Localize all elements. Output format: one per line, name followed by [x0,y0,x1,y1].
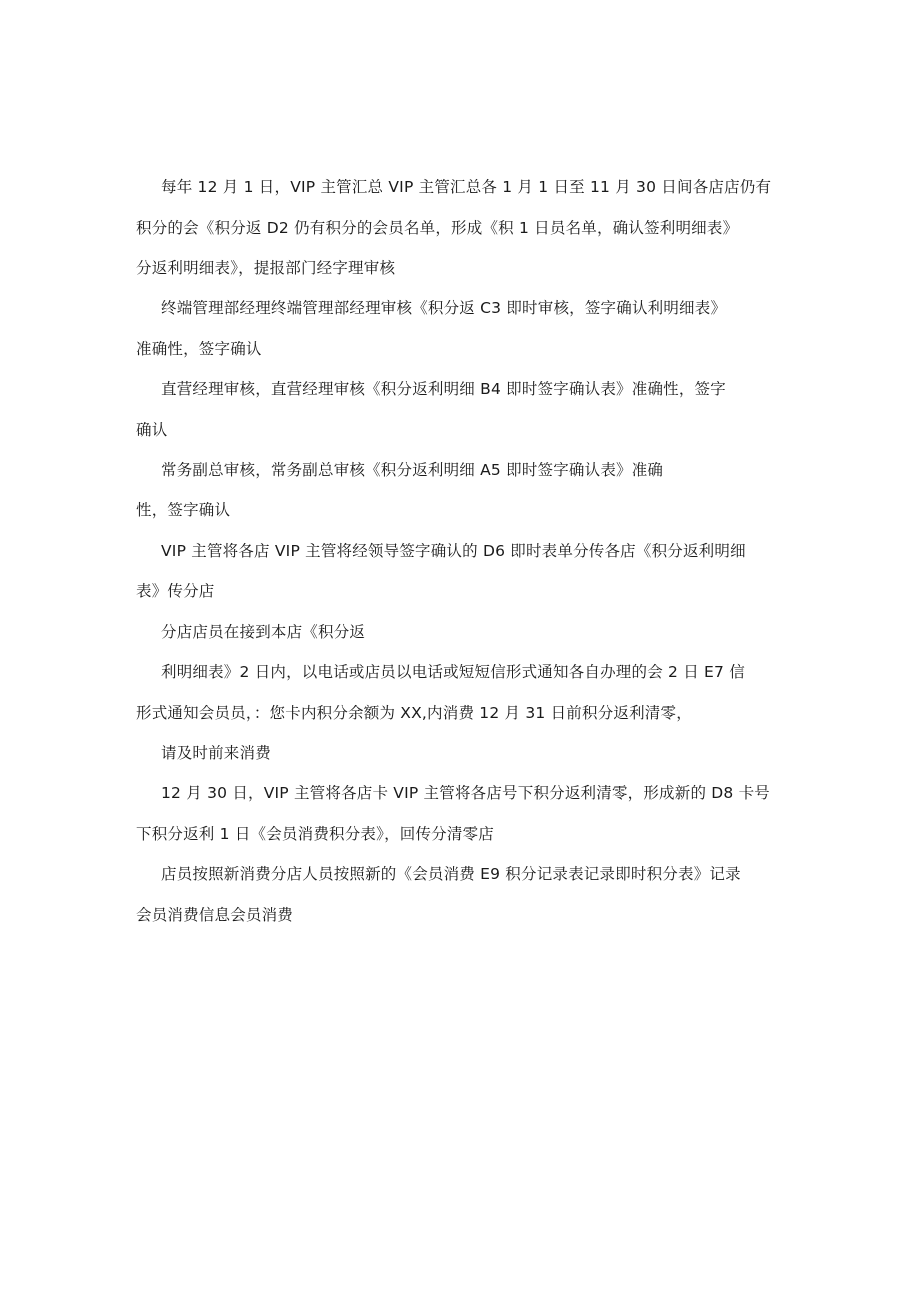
text-line-4: 终端管理部经理终端管理部经理审核《积分返 C3 即时审核，签字确认利明细表》 [161,299,727,317]
text-line-2: 积分的会《积分返 D2 仍有积分的会员名单，形成《积 1 日员名单，确认签利明细表》 [136,219,739,237]
text-line-6: 直营经理审核，直营经理审核《积分返利明细 B4 即时签字确认表》准确性，签字 [161,380,726,398]
text-line-15: 请及时前来消费 [161,744,271,762]
text-line-13: 利明细表》2 日内，以电话或店员以电话或短短信形式通知各自办理的会 2 日 E7 信 [161,663,745,681]
text-line-19: 会员消费信息会员消费 [136,906,294,924]
text-line-17: 下积分返利 1 日《会员消费积分表》，回传分清零店 [136,825,494,843]
text-line-12: 分店店员在接到本店《积分返 [161,623,366,641]
text-line-9: 性，签字确认 [136,501,231,519]
text-line-11: 表》传分店 [136,582,215,600]
text-line-14: 形式通知会员员，：您卡内积分余额为 XX,内消费 12 月 31 日前积分返利清零， [136,704,692,722]
text-line-8: 常务副总审核，常务副总审核《积分返利明细 A5 即时签字确认表》准确 [161,461,664,479]
text-line-18: 店员按照新消费分店人员按照新的《会员消费 E9 积分记录表记录即时积分表》记录 [161,865,741,883]
text-line-5: 准确性，签字确认 [136,340,262,358]
text-line-10: VIP 主管将各店 VIP 主管将经领导签字确认的 D6 即时表单分传各店《积分返利明细 [161,542,746,560]
text-line-1: 每年 12 月 1 日，VIP 主管汇总 VIP 主管汇总各 1 月 1 日至 11 月 30 日间各店店仍有 [161,178,772,196]
text-line-3: 分返利明细表》，提报部门经字理审核 [136,259,396,277]
text-line-16: 12 月 30 日，VIP 主管将各店卡 VIP 主管将各店号下积分返利清零，形成新的 D8 卡号 [161,784,771,802]
text-line-7: 确认 [136,421,168,439]
